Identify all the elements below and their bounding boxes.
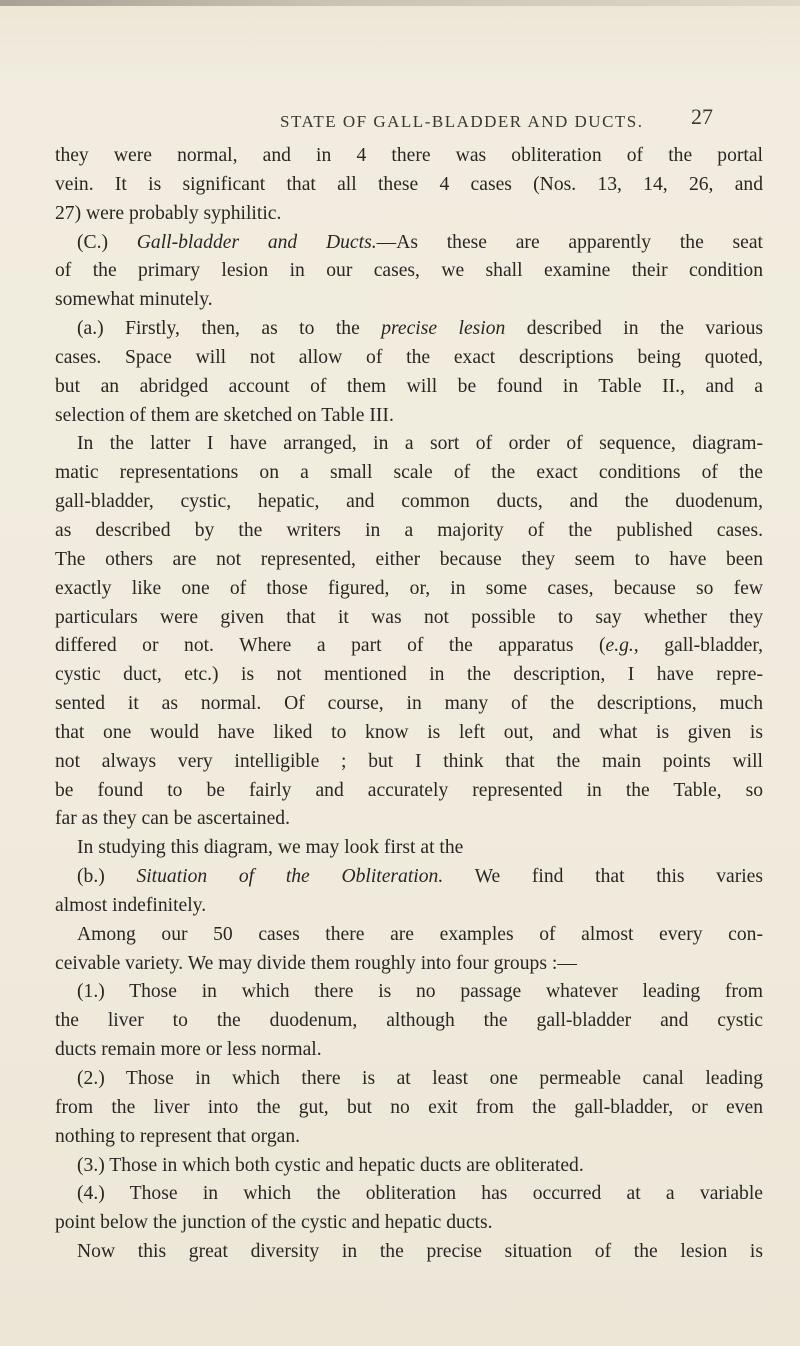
text-line: cystic duct, etc.) is not mentioned in the description, I have repre- (55, 664, 763, 686)
text-line: that one would have liked to know is left out, and what is given is (55, 721, 763, 743)
text-line: exactly like one of those figured, or, in some cases, because so few (55, 577, 763, 599)
text-line: ceivable variety. We may divide them roughly into four groups :— (55, 952, 577, 974)
text-line: nothing to represent that organ. (55, 1125, 301, 1147)
text-line: In studying this diagram, we may look first at the (77, 837, 464, 859)
text-line: The others are not represented, either because they seem to have been (55, 548, 763, 570)
body-text (55, 142, 763, 1267)
text-line: (a.) Firstly, then, as to the precise lesion described in the various (77, 318, 763, 340)
text-line: cases. Space will not allow of the exact descriptions being quoted, (55, 346, 763, 368)
text-line: matic representations on a small scale of the exact conditions of the (55, 462, 763, 484)
text-line: they were normal, and in 4 there was obliteration of the portal (55, 145, 763, 166)
text-line: gall-bladder, cystic, hepatic, and common ducts, and the duodenum, (55, 491, 763, 513)
text-line: (1.) Those in which there is no passage whatever leading from (77, 981, 763, 1003)
text-line: Among our 50 cases there are examples of almost every con- (77, 923, 763, 945)
text-line: (b.) Situation of the Obliteration. We find that this varies (77, 866, 763, 888)
text-line: (4.) Those in which the obliteration has occurred at a variable (77, 1183, 763, 1205)
text-line: In the latter I have arranged, in a sort of order of sequence, diagram- (77, 433, 763, 455)
text-line: 27) were probably syphilitic. (55, 202, 282, 224)
text-line: as described by the writers in a majority of the published cases. (55, 519, 763, 541)
text-line: sented it as normal. Of course, in many of the descriptions, much (55, 693, 763, 715)
text-line: (3.) Those in which both cystic and hepatic ducts are obliterated. (77, 1154, 584, 1176)
text-line: somewhat minutely. (55, 289, 213, 311)
text-line: not always very intelligible ; but I think that the main points will (55, 750, 763, 772)
text-line: be found to be fairly and accurately represented in the Table, so (55, 779, 763, 801)
text-line: almost indefinitely. (55, 894, 207, 916)
text-line: of the primary lesion in our cases, we shall examine their condition (55, 260, 763, 282)
text-line: differed or not. Where a part of the apparatus (e.g., gall-bladder, (55, 635, 763, 657)
page-top-edge (0, 0, 800, 6)
text-line: selection of them are sketched on Table III. (55, 404, 394, 426)
text-line: ducts remain more or less normal. (55, 1039, 322, 1061)
text-line: (C.) Gall-bladder and Ducts.—As these are apparently the seat (77, 231, 763, 253)
page-number: 27 (691, 104, 713, 129)
text-line: the liver to the duodenum, although the gall-bladder and cystic (55, 1010, 763, 1032)
text-line: from the liver into the gut, but no exit from the gall-bladder, or even (55, 1096, 763, 1118)
text-line: point below the junction of the cystic and hepatic ducts. (55, 1212, 493, 1234)
text-line: particulars were given that it was not possible to say whether they (55, 606, 763, 628)
text-line: Now this great diversity in the precise situation of the lesion is (77, 1241, 763, 1263)
running-head (0, 104, 800, 140)
text-line: far as they can be ascertained. (55, 808, 290, 830)
text-line: (2.) Those in which there is at least one permeable canal leading (77, 1068, 763, 1089)
running-title: STATE OF GALL-BLADDER AND DUCTS. (280, 112, 644, 131)
text-line: but an abridged account of them will be found in Table II., and a (55, 375, 763, 397)
text-line: vein. It is significant that all these 4 cases (Nos. 13, 14, 26, and (55, 173, 763, 195)
